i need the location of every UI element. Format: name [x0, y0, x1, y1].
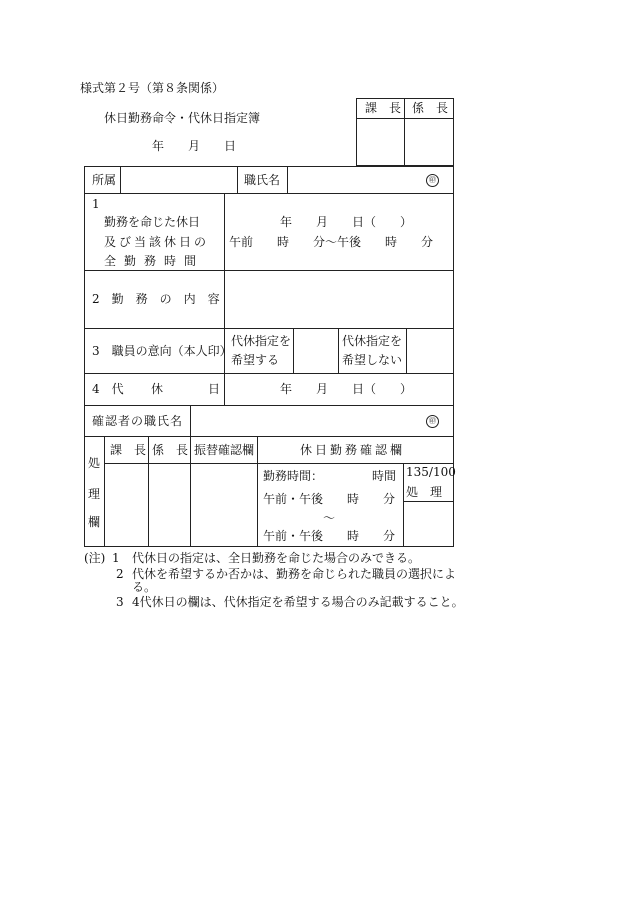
row1-number: 1	[92, 197, 100, 211]
note-2b: る。	[132, 580, 157, 594]
work-time-label: 勤務時間：	[263, 469, 324, 483]
option-nowish-line2: 希望しない	[342, 353, 403, 367]
shozoku-label: 所属	[92, 173, 117, 187]
row4-label-no: 4 代	[92, 382, 124, 396]
tilde: 〜	[323, 511, 336, 525]
proc-furikae-label: 振替確認欄	[194, 443, 255, 457]
row3-label: 3 職員の意向（本人印）	[92, 344, 232, 358]
confirm-seal-icon: ㊞	[426, 415, 439, 428]
note-3-number: 3	[116, 595, 124, 609]
col-divider	[104, 436, 105, 547]
work-time-unit: 時間	[372, 469, 397, 483]
row1-date: 年 月 日（ ）	[280, 215, 413, 229]
row1-label-line1: 勤務を命じた休日	[104, 215, 201, 229]
row1-label-line3: 全勤務時間	[104, 254, 205, 268]
processing-side-2: 理	[88, 487, 101, 501]
note-1: 代休日の指定は、全日勤務を命じた場合のみできる。	[132, 551, 421, 565]
col-divider	[148, 436, 149, 547]
col-divider	[403, 463, 404, 547]
option-wish-line2: 希望する	[231, 353, 280, 367]
approval-column-divider	[404, 98, 405, 166]
col-divider	[224, 193, 225, 405]
row1-time: 午前 時 分〜午後 時 分	[229, 235, 434, 249]
row-divider	[84, 328, 454, 329]
proc-kakaricho-label: 係 長	[152, 443, 189, 457]
processing-side-3: 欄	[88, 515, 101, 529]
proc-kyujitsu-label: 休日勤務確認欄	[300, 443, 406, 457]
seal-icon: ㊞	[426, 174, 439, 187]
row-divider	[84, 436, 454, 437]
approval-kacho-label: 課 長	[365, 101, 402, 115]
note-1-number: 1	[112, 551, 120, 565]
row2-label: 2 勤 務 の 内 容	[92, 292, 220, 306]
option-wish-line1: 代休指定を	[231, 334, 292, 348]
col-divider	[120, 166, 121, 193]
col-divider	[287, 166, 288, 193]
col-divider	[190, 436, 191, 547]
time-line-1: 午前・午後 時 分	[263, 492, 396, 506]
row-divider	[84, 270, 454, 271]
form-number: 様式第２号（第８条関係）	[80, 81, 225, 95]
note-2a: 代休を希望するか否かは、勤務を命じられた職員の選択によ	[132, 567, 457, 581]
row-divider	[84, 373, 454, 374]
row-divider	[84, 405, 454, 406]
col-divider	[190, 405, 191, 436]
processing-side-1: 処	[88, 456, 101, 470]
header-date: 年 月 日	[152, 139, 237, 153]
row1-label-line2: 及び当該休日の	[104, 235, 210, 249]
shori-label: 処 理	[406, 485, 443, 499]
proc-kacho-label: 課 長	[110, 443, 147, 457]
row-divider	[104, 463, 454, 464]
ratio-label: 135/100	[406, 465, 456, 479]
row-divider	[403, 501, 454, 502]
shimei-label: 職氏名	[244, 173, 281, 187]
row4-label-end: 日	[208, 382, 221, 396]
row4-label-mid: 休	[151, 382, 164, 396]
page-title: 休日勤務命令・代休日指定簿	[104, 111, 261, 125]
col-divider	[257, 436, 258, 547]
col-divider	[237, 166, 238, 193]
note-2-number: 2	[116, 567, 124, 581]
confirm-label: 確認者の職氏名	[92, 414, 184, 428]
approval-divider	[356, 118, 454, 119]
row4-date: 年 月 日（ ）	[280, 382, 413, 396]
col-divider	[338, 328, 339, 373]
col-divider	[406, 328, 407, 373]
row-divider	[84, 193, 454, 194]
note-3: 4代休日の欄は、代休指定を希望する場合のみ記載すること。	[132, 595, 464, 609]
approval-kakaricho-label: 係 長	[412, 101, 449, 115]
col-divider	[293, 328, 294, 373]
time-line-2: 午前・午後 時 分	[263, 529, 396, 543]
notes-prefix: (注)	[84, 551, 106, 565]
option-nowish-line1: 代休指定を	[342, 334, 403, 348]
